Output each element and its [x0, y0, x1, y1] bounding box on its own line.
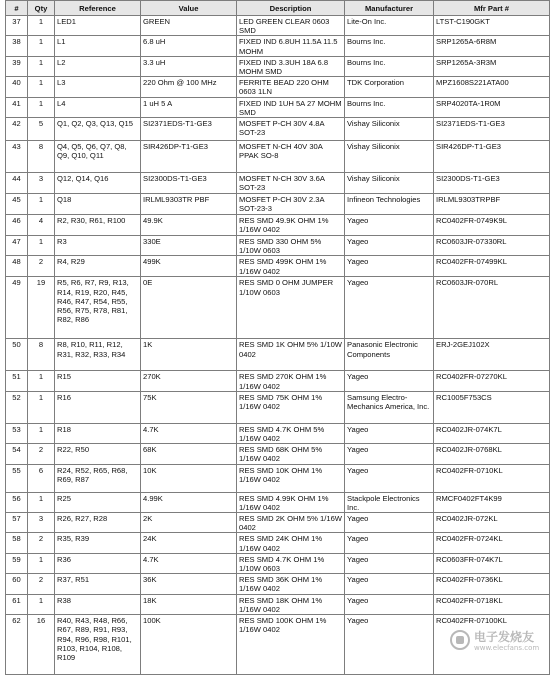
row-reference: R25 — [55, 492, 141, 512]
row-value: 18K — [141, 594, 237, 614]
row-number: 44 — [6, 173, 28, 194]
row-number: 41 — [6, 97, 28, 117]
row-value: 220 Ohm @ 100 MHz — [141, 77, 237, 97]
row-reference: R24, R52, R65, R68, R69, R87 — [55, 464, 141, 492]
row-manufacturer: Vishay Siliconix — [345, 118, 434, 141]
row-number: 58 — [6, 533, 28, 553]
row-part-number: RC0402JR-072KL — [434, 513, 550, 533]
row-part-number: SI2371EDS-T1-GE3 — [434, 118, 550, 141]
row-reference: R26, R27, R28 — [55, 513, 141, 533]
row-value: 2K — [141, 513, 237, 533]
row-qty: 1 — [28, 236, 55, 256]
row-part-number: RC0603JR-07330RL — [434, 236, 550, 256]
row-number: 59 — [6, 553, 28, 573]
row-manufacturer: Yageo — [345, 615, 434, 675]
row-part-number: MPZ1608S221ATA00 — [434, 77, 550, 97]
row-manufacturer: Bourns Inc. — [345, 97, 434, 117]
row-part-number: RC0402FR-07270KL — [434, 371, 550, 391]
row-value: SI2371EDS-T1-GE3 — [141, 118, 237, 141]
row-qty: 16 — [28, 615, 55, 675]
col-header-manufacturer: Manufacturer — [345, 1, 434, 16]
row-description: LED GREEN CLEAR 0603 SMD — [237, 16, 345, 36]
row-description: MOSFET N-CH 30V 3.6A SOT-23 — [237, 173, 345, 194]
row-description: RES SMD 4.7K OHM 1% 1/10W 0603 — [237, 553, 345, 573]
row-value: 3.3 uH — [141, 56, 237, 76]
row-manufacturer: Yageo — [345, 423, 434, 443]
row-manufacturer: Yageo — [345, 574, 434, 594]
row-qty: 1 — [28, 36, 55, 56]
row-part-number: ERJ-2GEJ102X — [434, 339, 550, 371]
row-manufacturer: Samsung Electro-Mechanics America, Inc. — [345, 391, 434, 423]
table-row — [6, 173, 550, 194]
table-row — [6, 77, 550, 97]
bom-table — [5, 0, 550, 675]
table-row — [6, 16, 550, 36]
row-value: 4.7K — [141, 423, 237, 443]
col-header-value: Value — [141, 1, 237, 16]
row-reference: L4 — [55, 97, 141, 117]
row-reference: R35, R39 — [55, 533, 141, 553]
row-qty: 1 — [28, 194, 55, 215]
row-description: RES SMD 36K OHM 1% 1/16W 0402 — [237, 574, 345, 594]
row-number: 48 — [6, 256, 28, 277]
row-value: 49.9K — [141, 215, 237, 236]
row-part-number: RC0402JR-0768KL — [434, 444, 550, 464]
table-row — [6, 141, 550, 173]
row-value: GREEN — [141, 16, 237, 36]
row-manufacturer: Yageo — [345, 444, 434, 464]
table-row — [6, 118, 550, 141]
table-row — [6, 553, 550, 573]
row-description: RES SMD 0 OHM JUMPER 1/10W 0603 — [237, 277, 345, 339]
row-reference: R15 — [55, 371, 141, 391]
row-value: 0E — [141, 277, 237, 339]
table-row — [6, 194, 550, 215]
row-qty: 1 — [28, 492, 55, 512]
col-header-description: Description — [237, 1, 345, 16]
row-part-number: RC0402JR-074K7L — [434, 423, 550, 443]
row-number: 55 — [6, 464, 28, 492]
row-number: 38 — [6, 36, 28, 56]
row-value: 100K — [141, 615, 237, 675]
row-value: 10K — [141, 464, 237, 492]
row-manufacturer: Yageo — [345, 236, 434, 256]
row-description: RES SMD 2K OHM 5% 1/16W 0402 — [237, 513, 345, 533]
row-manufacturer: Yageo — [345, 553, 434, 573]
table-row — [6, 492, 550, 512]
col-header-reference: Reference — [55, 1, 141, 16]
row-part-number: RC0402FR-0749K9L — [434, 215, 550, 236]
row-manufacturer: Bourns Inc. — [345, 56, 434, 76]
row-description: MOSFET P-CH 30V 2.3A SOT-23-3 — [237, 194, 345, 215]
row-reference: L2 — [55, 56, 141, 76]
row-reference: L1 — [55, 36, 141, 56]
row-value: SI2300DS-T1-GE3 — [141, 173, 237, 194]
row-reference: R37, R51 — [55, 574, 141, 594]
row-manufacturer: Stackpole Electronics Inc. — [345, 492, 434, 512]
row-number: 50 — [6, 339, 28, 371]
row-description: RES SMD 75K OHM 1% 1/16W 0402 — [237, 391, 345, 423]
row-number: 51 — [6, 371, 28, 391]
table-row — [6, 256, 550, 277]
row-reference: Q18 — [55, 194, 141, 215]
col-header-qty: Qty — [28, 1, 55, 16]
col-header-number: # — [6, 1, 28, 16]
row-part-number: SRP1265A-6R8M — [434, 36, 550, 56]
watermark — [450, 626, 546, 656]
table-row — [6, 97, 550, 117]
row-manufacturer: Yageo — [345, 256, 434, 277]
table-row — [6, 277, 550, 339]
row-part-number: RC0402FR-07100KL — [434, 615, 550, 675]
row-qty: 1 — [28, 553, 55, 573]
row-reference: Q12, Q14, Q16 — [55, 173, 141, 194]
row-reference: R16 — [55, 391, 141, 423]
row-part-number: IRLML9303TRPBF — [434, 194, 550, 215]
row-part-number: RC0603JR-070RL — [434, 277, 550, 339]
row-value: 270K — [141, 371, 237, 391]
row-manufacturer: Lite-On Inc. — [345, 16, 434, 36]
row-qty: 6 — [28, 464, 55, 492]
row-value: 75K — [141, 391, 237, 423]
table-row — [6, 56, 550, 76]
row-description: RES SMD 499K OHM 1% 1/16W 0402 — [237, 256, 345, 277]
row-part-number: RMCF0402FT4K99 — [434, 492, 550, 512]
row-qty: 1 — [28, 371, 55, 391]
table-row — [6, 464, 550, 492]
row-number: 61 — [6, 594, 28, 614]
row-reference: R3 — [55, 236, 141, 256]
row-manufacturer: Yageo — [345, 533, 434, 553]
table-row — [6, 371, 550, 391]
row-qty: 19 — [28, 277, 55, 339]
row-qty: 8 — [28, 141, 55, 173]
row-reference: R5, R6, R7, R9, R13, R14, R19, R20, R45, R46, R47, R54, R55, R56, R75, R78, R81, R82, R86 — [55, 277, 141, 339]
row-reference: R22, R50 — [55, 444, 141, 464]
row-part-number: SRP1265A-3R3M — [434, 56, 550, 76]
row-reference: R18 — [55, 423, 141, 443]
table-row — [6, 533, 550, 553]
row-qty: 4 — [28, 215, 55, 236]
row-manufacturer: Yageo — [345, 464, 434, 492]
row-part-number: RC0402FR-0724KL — [434, 533, 550, 553]
row-description: FIXED IND 3.3UH 18A 6.8 MOHM SMD — [237, 56, 345, 76]
row-number: 53 — [6, 423, 28, 443]
row-number: 42 — [6, 118, 28, 141]
table-row — [6, 423, 550, 443]
row-value: 68K — [141, 444, 237, 464]
row-value: 4.99K — [141, 492, 237, 512]
row-value: SIR426DP-T1-GE3 — [141, 141, 237, 173]
row-description: FIXED IND 1UH 5A 27 MOHM SMD — [237, 97, 345, 117]
row-manufacturer: Yageo — [345, 215, 434, 236]
row-number: 40 — [6, 77, 28, 97]
row-manufacturer: Vishay Siliconix — [345, 141, 434, 173]
row-number: 37 — [6, 16, 28, 36]
row-number: 54 — [6, 444, 28, 464]
row-value: 499K — [141, 256, 237, 277]
row-description: RES SMD 68K OHM 5% 1/16W 0402 — [237, 444, 345, 464]
row-description: FERRITE BEAD 220 OHM 0603 1LN — [237, 77, 345, 97]
row-manufacturer: Yageo — [345, 513, 434, 533]
row-reference: R36 — [55, 553, 141, 573]
row-description: RES SMD 49.9K OHM 1% 1/16W 0402 — [237, 215, 345, 236]
row-qty: 1 — [28, 97, 55, 117]
row-manufacturer: Bourns Inc. — [345, 36, 434, 56]
col-header-part-number: Mfr Part # — [434, 1, 550, 16]
elecfans-logo-icon — [450, 630, 470, 650]
row-description: RES SMD 4.7K OHM 5% 1/16W 0402 — [237, 423, 345, 443]
row-description: MOSFET P-CH 30V 4.8A SOT-23 — [237, 118, 345, 141]
row-reference: R40, R43, R48, R66, R67, R89, R91, R93, R94, R96, R98, R101, R103, R104, R108, R109 — [55, 615, 141, 675]
row-qty: 1 — [28, 77, 55, 97]
row-reference: R38 — [55, 594, 141, 614]
row-qty: 1 — [28, 16, 55, 36]
row-value: 4.7K — [141, 553, 237, 573]
row-manufacturer: Yageo — [345, 371, 434, 391]
row-value: 1K — [141, 339, 237, 371]
row-number: 57 — [6, 513, 28, 533]
row-reference: Q4, Q5, Q6, Q7, Q8, Q9, Q10, Q11 — [55, 141, 141, 173]
table-row — [6, 215, 550, 236]
row-number: 60 — [6, 574, 28, 594]
row-value: 6.8 uH — [141, 36, 237, 56]
row-part-number: SRP4020TA-1R0M — [434, 97, 550, 117]
row-description: RES SMD 4.99K OHM 1% 1/16W 0402 — [237, 492, 345, 512]
row-qty: 3 — [28, 513, 55, 533]
row-number: 52 — [6, 391, 28, 423]
row-manufacturer: Infineon Technologies — [345, 194, 434, 215]
row-qty: 1 — [28, 594, 55, 614]
row-qty: 1 — [28, 423, 55, 443]
row-part-number: RC0603FR-074K7L — [434, 553, 550, 573]
table-row — [6, 574, 550, 594]
row-reference: R2, R30, R61, R100 — [55, 215, 141, 236]
table-row — [6, 36, 550, 56]
row-reference: R4, R29 — [55, 256, 141, 277]
row-manufacturer: Vishay Siliconix — [345, 173, 434, 194]
row-description: RES SMD 24K OHM 1% 1/16W 0402 — [237, 533, 345, 553]
watermark-title: 电子发烧友 — [474, 630, 535, 644]
row-value: 36K — [141, 574, 237, 594]
row-description: RES SMD 1K OHM 5% 1/10W 0402 — [237, 339, 345, 371]
row-description: RES SMD 18K OHM 1% 1/16W 0402 — [237, 594, 345, 614]
row-part-number: RC0402FR-0718KL — [434, 594, 550, 614]
row-qty: 1 — [28, 391, 55, 423]
row-description: RES SMD 270K OHM 1% 1/16W 0402 — [237, 371, 345, 391]
row-manufacturer: Yageo — [345, 594, 434, 614]
row-number: 49 — [6, 277, 28, 339]
row-part-number: SIR426DP-T1-GE3 — [434, 141, 550, 173]
row-description: RES SMD 330 OHM 5% 1/10W 0603 — [237, 236, 345, 256]
row-number: 56 — [6, 492, 28, 512]
table-row — [6, 391, 550, 423]
row-qty: 3 — [28, 173, 55, 194]
row-qty: 2 — [28, 533, 55, 553]
row-number: 46 — [6, 215, 28, 236]
row-part-number: RC0402FR-07499KL — [434, 256, 550, 277]
table-row — [6, 339, 550, 371]
row-qty: 8 — [28, 339, 55, 371]
row-reference: R8, R10, R11, R12, R31, R32, R33, R34 — [55, 339, 141, 371]
table-row — [6, 444, 550, 464]
row-description: RES SMD 10K OHM 1% 1/16W 0402 — [237, 464, 345, 492]
bom-body — [6, 16, 550, 675]
row-number: 43 — [6, 141, 28, 173]
watermark-url: www.elecfans.com — [474, 644, 540, 652]
row-qty: 5 — [28, 118, 55, 141]
row-number: 62 — [6, 615, 28, 675]
row-part-number: LTST-C190GKT — [434, 16, 550, 36]
row-value: 24K — [141, 533, 237, 553]
row-value: 330E — [141, 236, 237, 256]
row-description: FIXED IND 6.8UH 11.5A 11.5 MOHM — [237, 36, 345, 56]
row-manufacturer: Panasonic Electronic Components — [345, 339, 434, 371]
row-manufacturer: TDK Corporation — [345, 77, 434, 97]
row-qty: 2 — [28, 444, 55, 464]
row-number: 39 — [6, 56, 28, 76]
row-part-number: SI2300DS-T1-GE3 — [434, 173, 550, 194]
row-value: 1 uH 5 A — [141, 97, 237, 117]
table-header-row — [6, 1, 550, 16]
row-number: 47 — [6, 236, 28, 256]
row-reference: L3 — [55, 77, 141, 97]
row-description: RES SMD 100K OHM 1% 1/16W 0402 — [237, 615, 345, 675]
row-description: MOSFET N-CH 40V 30A PPAK SO-8 — [237, 141, 345, 173]
row-value: IRLML9303TR PBF — [141, 194, 237, 215]
row-part-number: RC1005F753CS — [434, 391, 550, 423]
row-qty: 1 — [28, 56, 55, 76]
row-part-number: RC0402FR-0736KL — [434, 574, 550, 594]
row-qty: 2 — [28, 256, 55, 277]
row-reference: LED1 — [55, 16, 141, 36]
row-qty: 2 — [28, 574, 55, 594]
table-row — [6, 513, 550, 533]
table-row — [6, 236, 550, 256]
row-reference: Q1, Q2, Q3, Q13, Q15 — [55, 118, 141, 141]
row-number: 45 — [6, 194, 28, 215]
row-manufacturer: Yageo — [345, 277, 434, 339]
table-row — [6, 594, 550, 614]
row-part-number: RC0402FR-0710KL — [434, 464, 550, 492]
